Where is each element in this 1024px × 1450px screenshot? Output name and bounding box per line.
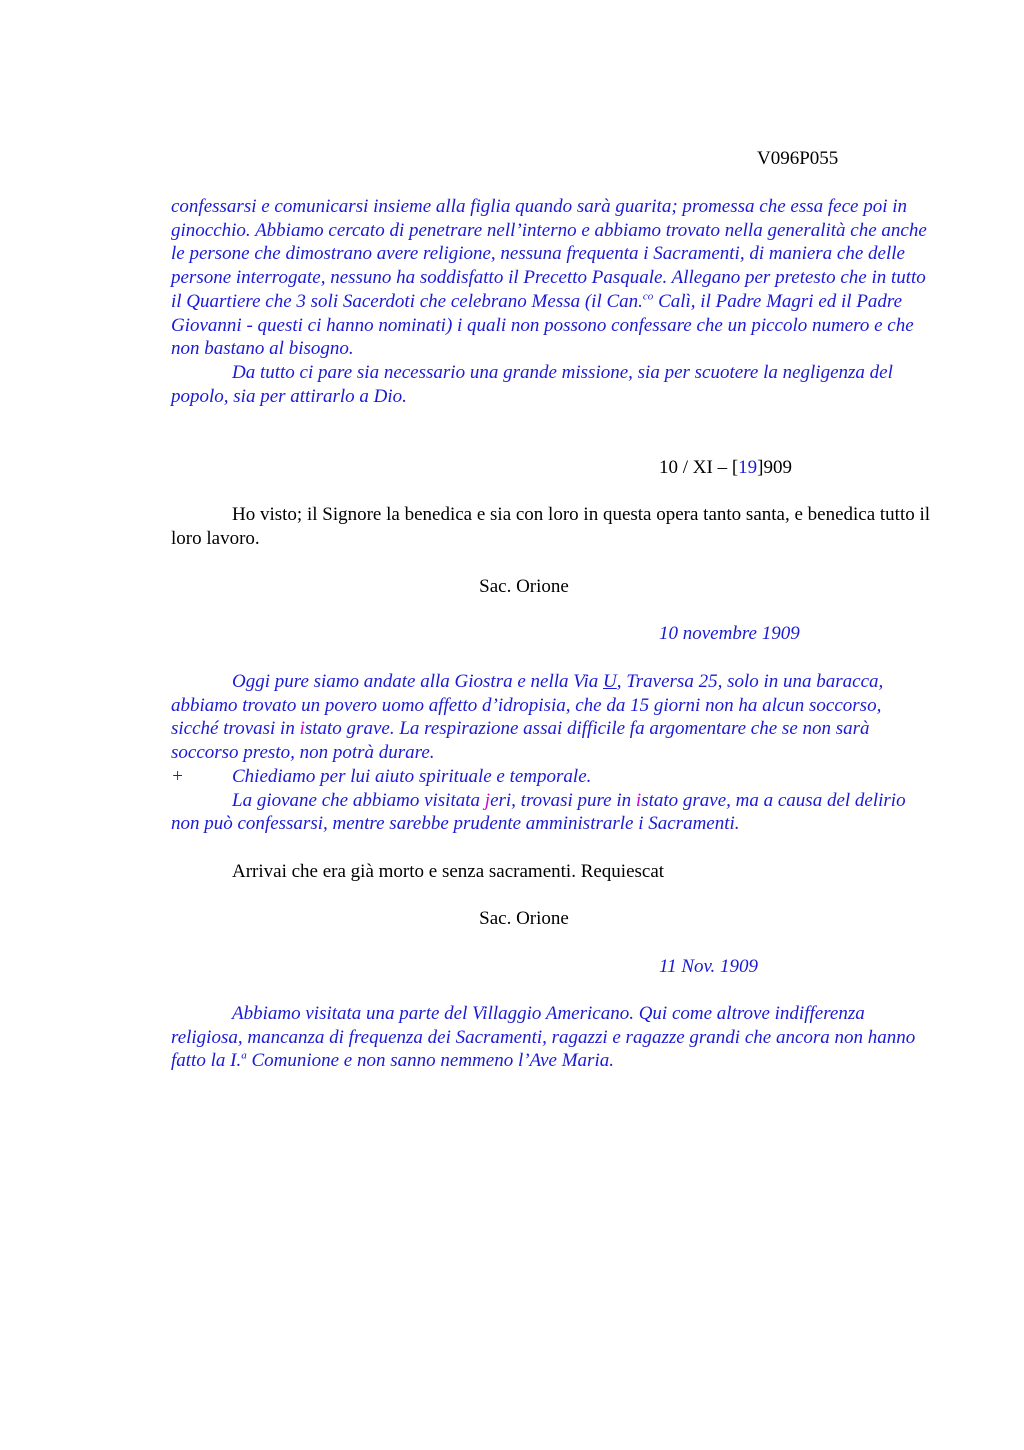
entry-3-text-b: Comunione e non sanno nemmeno l’Ave Maria. — [246, 1050, 614, 1072]
entry-2 — [171, 670, 931, 836]
entry-2-paragraph-3 — [171, 789, 931, 836]
note-1-date-post: ]909 — [757, 457, 792, 478]
entry-2-date: 10 novembre 1909 — [659, 623, 800, 644]
entry-1-paragraph-2: Da tutto ci pare sia necessario una grande missione, sia per scuotere la negligenza del popolo, sia per attirarlo a Dio. — [171, 361, 893, 407]
note-1-date — [659, 456, 792, 480]
note-1-date-inserted: 19 — [738, 457, 758, 478]
entry-2-correction-i-2: i — [635, 789, 642, 811]
entry-2-text-a: Oggi pure siamo andate alla Giostra e nella Via — [232, 671, 604, 692]
entry-2-p3-text-c: stato grave, ma a causa del delirio non può confessarsi, mentre sarebbe prudente amministrarle i Sacramenti. — [171, 789, 906, 835]
entry-1 — [171, 195, 931, 408]
plus-mark: + — [171, 765, 184, 787]
note-2-text-block — [171, 860, 931, 884]
entry-2-paragraph-2 — [171, 765, 931, 789]
note-2-text: Arrivai che era già morto e senza sacramenti. Requiescat — [232, 861, 665, 882]
entry-1-text-a: confessarsi e comunicarsi insieme alla figlia quando sarà guarita; promessa che essa fece poi in ginocchio. Abbiamo cercato di penetrare nell’interno e abbiamo trovato nella generalità che anche le persone che dimostrano avere religione, nessuna frequenta i Sacramenti, di maniera che delle persone interrogate, nessuno ha soddisfatto il Precetto Pasquale. Allegano per pretesto che in tutto il Quartiere che 3 soli Sacerdoti che celebrano Messa (il Can. — [171, 196, 927, 312]
entry-1-paragraph-1 — [171, 195, 931, 361]
note-2-signature: Sac. Orione — [479, 908, 569, 929]
entry-3-paragraph-1 — [171, 1002, 931, 1073]
note-1-date-pre: 10 / XI – [ — [659, 457, 739, 478]
page-id: V096P055 — [757, 148, 839, 169]
entry-2-text-b: , Traversa 25, solo in una baracca, abbiamo trovato un povero uomo affetto d’idropisia, che da 15 giorni non ha alcun soccorso, sicché trovasi in — [171, 671, 884, 740]
note-1-text-block — [171, 503, 931, 550]
entry-2-p3-text-a: La giovane che abbiamo visitata — [232, 789, 485, 811]
entry-2-p3-text-b: eri, trovasi pure in — [490, 789, 636, 811]
entry-3-text-a: Abbiamo visitata una parte del Villaggio Americano. Qui come altrove indifferenza religiosa, mancanza di frequenza dei Sacramenti, ragazzi e ragazze grandi che ancora non hanno fatto la I. — [171, 1003, 916, 1072]
entry-2-correction-j: j — [484, 789, 491, 811]
note-1-text: Ho visto; il Signore la benedica e sia con loro in questa opera tanto santa, e benedica tutto il loro lavoro. — [171, 504, 931, 549]
entry-3 — [171, 1002, 931, 1073]
entry-1-text-b: Calì, il Padre Magri ed il Padre Giovanni - questi ci hanno nominati) i quali non possono confessare che un piccolo numero e che non bastano al bisogno. — [171, 290, 914, 360]
canonico-superscript: co — [642, 290, 654, 303]
entry-2-request-text: Chiediamo per lui aiuto spirituale e temporale. — [232, 765, 592, 787]
ordinal-superscript: a — [241, 1050, 247, 1063]
entry-3-date: 11 Nov. 1909 — [659, 956, 759, 977]
note-1-signature: Sac. Orione — [479, 576, 569, 597]
entry-2-underlined-letter: U — [603, 671, 617, 692]
entry-2-correction-i: i — [299, 718, 305, 740]
entry-2-text-c: stato grave. La respirazione assai difficile fa argomentare che se non sarà soccorso presto, non potrà durare. — [171, 718, 870, 764]
entry-2-paragraph-1 — [171, 670, 931, 765]
